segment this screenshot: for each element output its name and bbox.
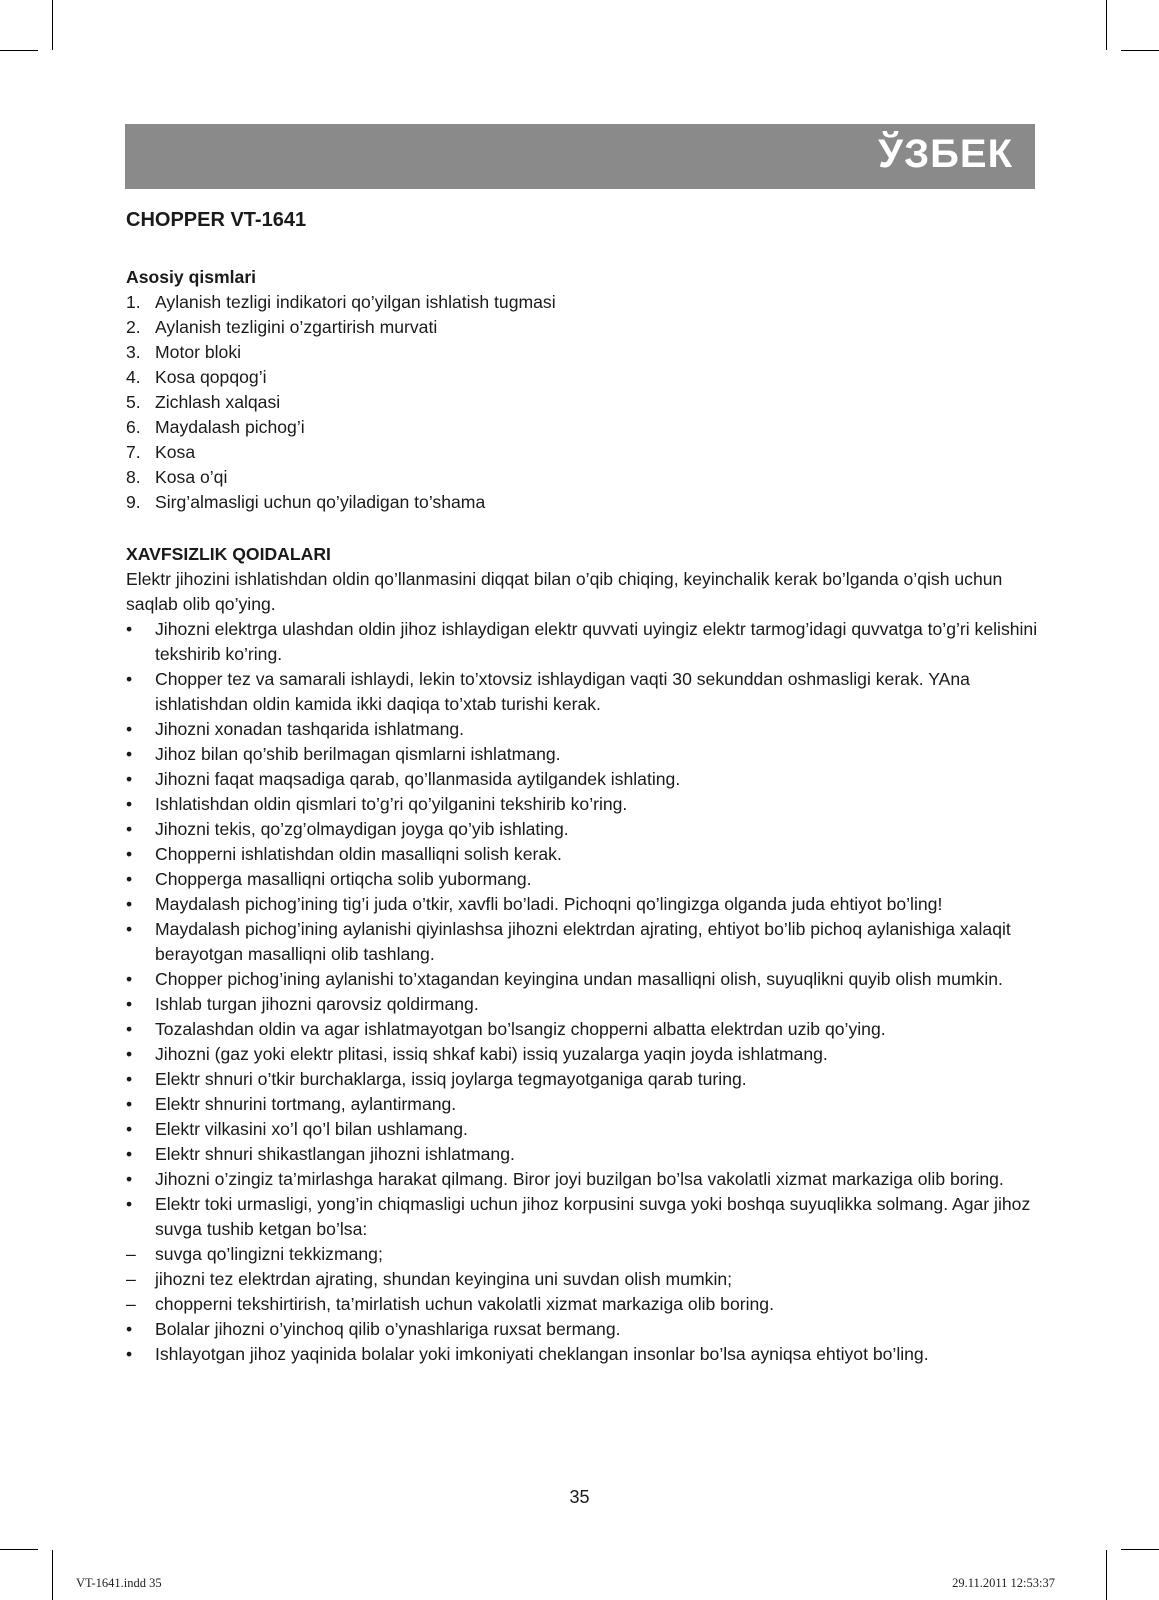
crop-mark	[52, 0, 53, 50]
print-timestamp: 29.11.2011 12:53:37	[952, 1576, 1055, 1590]
parts-list-item	[126, 365, 1046, 390]
parts-list-item	[126, 440, 1046, 465]
safety-rule-item	[126, 867, 1046, 892]
bullet-icon: •	[126, 669, 133, 689]
safety-rules-list	[126, 617, 1046, 1367]
safety-rule-item	[126, 667, 1046, 717]
rule-text: Tozalashdan oldin va agar ishlatmayotgan bo’lsangiz chopperni albatta elektrdan uzib qo’ying.	[155, 1019, 886, 1039]
bullet-icon: •	[126, 1169, 133, 1189]
safety-rule-item	[126, 617, 1046, 667]
rule-text: Ishlab turgan jihozni qarovsiz qoldirmang.	[155, 994, 479, 1014]
safety-rule-item	[126, 742, 1046, 767]
dash-icon: –	[126, 1294, 136, 1314]
rule-text: Jihozni xonadan tashqarida ishlatmang.	[155, 719, 465, 739]
rule-text: Maydalash pichog’ining aylanishi qiyinlashsa jihozni elektrdan ajrating, ehtiyot bo’lib pichoq aylanishiga xalaqit berayotgan masalliqni olib tashlang.	[155, 919, 1011, 964]
crop-mark	[1121, 1549, 1159, 1550]
item-text: Sirg’almasligi uchun qo’yiladigan to’shama	[155, 492, 486, 512]
safety-rule-item	[126, 1167, 1046, 1192]
rule-text: Jihozni tekis, qo’zg’olmaydigan joyga qo’yib ishlating.	[155, 819, 569, 839]
crop-mark	[52, 1550, 53, 1600]
item-number: 1.	[126, 292, 141, 312]
bullet-icon: •	[126, 719, 133, 739]
rule-text: chopperni tekshirtirish, ta’mirlatish uchun vakolatli xizmat markaziga olib boring.	[155, 1294, 774, 1314]
bullet-icon: •	[126, 844, 133, 864]
safety-rule-item	[126, 767, 1046, 792]
rule-text: Elektr shnuri o’tkir burchaklarga, issiq joylarga tegmayotganiga qarab turing.	[155, 1069, 747, 1089]
bullet-icon: •	[126, 919, 133, 939]
rule-text: Chopperga masalliqni ortiqcha solib yubormang.	[155, 869, 532, 889]
bullet-icon: •	[126, 1069, 133, 1089]
safety-rule-item	[126, 1067, 1046, 1092]
rule-text: Maydalash pichog’ining tig’i juda o’tkir, xavfli bo’ladi. Pichoqni qo’lingizga olganda juda ehtiyot bo’ling!	[155, 894, 943, 914]
safety-rule-item	[126, 1142, 1046, 1167]
bullet-icon: •	[126, 819, 133, 839]
dash-icon: –	[126, 1269, 136, 1289]
bullet-icon: •	[126, 794, 133, 814]
safety-rule-item	[126, 1242, 1046, 1267]
item-text: Kosa	[155, 442, 196, 462]
safety-rule-item	[126, 842, 1046, 867]
item-number: 7.	[126, 442, 141, 462]
safety-rule-item	[126, 967, 1046, 992]
item-text: Zichlash xalqasi	[155, 392, 281, 412]
rule-text: Ishlatishdan oldin qismlari to’g’ri qo’yilganini tekshirib ko’ring.	[155, 794, 628, 814]
safety-rule-item	[126, 1267, 1046, 1292]
bullet-icon: •	[126, 894, 133, 914]
rule-text: Chopper tez va samarali ishlaydi, lekin to’xtovsiz ishlaydigan vaqti 30 sekunddan oshmasligi kerak. YAna ishlatishdan oldin kamida ikki daqiqa to’xtab turishi kerak.	[155, 669, 970, 714]
crop-mark	[1106, 0, 1107, 50]
safety-rule-item	[126, 1117, 1046, 1142]
page-number: 35	[569, 1487, 590, 1507]
bullet-icon: •	[126, 619, 133, 639]
safety-rule-item	[126, 1292, 1046, 1317]
page-content	[126, 206, 1046, 1367]
safety-rule-item	[126, 1317, 1046, 1342]
item-number: 9.	[126, 492, 141, 512]
bullet-icon: •	[126, 769, 133, 789]
parts-list-item	[126, 315, 1046, 340]
rule-text: Jihozni (gaz yoki elektr plitasi, issiq shkaf kabi) issiq yuzalarga yaqin joyda ishlatmang.	[155, 1044, 828, 1064]
rule-text: Chopper pichog’ining aylanishi to’xtagandan keyingina undan masalliqni olish, suyuqlikni quyib olish mumkin.	[155, 969, 1003, 989]
bullet-icon: •	[126, 869, 133, 889]
file-slug: VT-1641.indd 35	[76, 1576, 162, 1590]
parts-list-item	[126, 465, 1046, 490]
rule-text: Jihozni faqat maqsadiga qarab, qo’llanmasida aytilgandek ishlating.	[155, 769, 681, 789]
language-label: ЎЗБЕК	[878, 132, 1013, 176]
language-banner	[125, 124, 1035, 189]
item-text: Aylanish tezligini o’zgartirish murvati	[155, 317, 438, 337]
safety-rule-item	[126, 717, 1046, 742]
bullet-icon: •	[126, 994, 133, 1014]
item-text: Aylanish tezligi indikatori qo’yilgan ishlatish tugmasi	[155, 292, 556, 312]
bullet-icon: •	[126, 1044, 133, 1064]
crop-mark	[0, 1549, 38, 1550]
safety-rule-item	[126, 792, 1046, 817]
document-title: CHOPPER VT-1641	[126, 209, 307, 231]
rule-text: Ishlayotgan jihoz yaqinida bolalar yoki imkoniyati cheklangan insonlar bo’lsa ayniqsa ehtiyot bo’ling.	[155, 1344, 929, 1364]
safety-intro: Elektr jihozini ishlatishdan oldin qo’llanmasini diqqat bilan o’qib chiqing, keyinchalik kerak bo’lganda o’qish uchun saqlab olib qo’ying.	[126, 569, 1003, 614]
crop-mark	[1106, 1550, 1107, 1600]
safety-rule-item	[126, 992, 1046, 1017]
parts-list-item	[126, 490, 1046, 515]
safety-rule-item	[126, 817, 1046, 842]
item-number: 2.	[126, 317, 141, 337]
item-text: Kosa qopqog’i	[155, 367, 267, 387]
parts-list-item	[126, 390, 1046, 415]
rule-text: suvga qo’lingizni tekkizmang;	[155, 1244, 383, 1264]
item-number: 4.	[126, 367, 141, 387]
rule-text: jihozni tez elektrdan ajrating, shundan keyingina uni suvdan olish mumkin;	[155, 1269, 733, 1289]
parts-list-item	[126, 340, 1046, 365]
bullet-icon: •	[126, 1319, 133, 1339]
bullet-icon: •	[126, 1344, 133, 1364]
crop-mark	[1121, 50, 1159, 51]
bullet-icon: •	[126, 744, 133, 764]
bullet-icon: •	[126, 1094, 133, 1114]
parts-heading: Asosiy qismlari	[126, 267, 257, 287]
item-number: 5.	[126, 392, 141, 412]
rule-text: Elektr vilkasini xo’l qo’l bilan ushlamang.	[155, 1119, 468, 1139]
item-number: 6.	[126, 417, 141, 437]
rule-text: Chopperni ishlatishdan oldin masalliqni solish kerak.	[155, 844, 562, 864]
safety-rule-item	[126, 1042, 1046, 1067]
parts-list-item	[126, 415, 1046, 440]
safety-rule-item	[126, 1017, 1046, 1042]
safety-rule-item	[126, 1092, 1046, 1117]
safety-rule-item	[126, 892, 1046, 917]
rule-text: Jihozni elektrga ulashdan oldin jihoz ishlaydigan elektr quvvati uyingiz elektr tarmog’idagi quvvatga to’g’ri kelishini tekshirib ko’ring.	[155, 619, 1038, 664]
rule-text: Elektr shnuri shikastlangan jihozni ishlatmang.	[155, 1144, 515, 1164]
bullet-icon: •	[126, 1194, 133, 1214]
rule-text: Jihoz bilan qo’shib berilmagan qismlarni ishlatmang.	[155, 744, 561, 764]
bullet-icon: •	[126, 1119, 133, 1139]
rule-text: Jihozni o’zingiz ta’mirlashga harakat qilmang. Biror joyi buzilgan bo’lsa vakolatli xizmat markaziga olib boring.	[155, 1169, 1004, 1189]
safety-rule-item	[126, 917, 1046, 967]
rule-text: Elektr shnurini tortmang, aylantirmang.	[155, 1094, 457, 1114]
item-text: Maydalash pichog’i	[155, 417, 305, 437]
bullet-icon: •	[126, 1144, 133, 1164]
crop-mark	[0, 50, 38, 51]
dash-icon: –	[126, 1244, 136, 1264]
bullet-icon: •	[126, 969, 133, 989]
safety-heading: XAVFSIZLIK QOIDALARI	[126, 544, 331, 564]
parts-list	[126, 290, 1046, 515]
parts-list-item	[126, 290, 1046, 315]
rule-text: Elektr toki urmasligi, yong’in chiqmasligi uchun jihoz korpusini suvga yoki boshqa suyuqlikka solmang. Agar jihoz suvga tushib ketgan bo’lsa:	[155, 1194, 1031, 1239]
safety-rule-item	[126, 1342, 1046, 1367]
item-text: Kosa o’qi	[155, 467, 228, 487]
bullet-icon: •	[126, 1019, 133, 1039]
item-number: 8.	[126, 467, 141, 487]
item-text: Motor bloki	[155, 342, 242, 362]
safety-rule-item	[126, 1192, 1046, 1242]
item-number: 3.	[126, 342, 141, 362]
rule-text: Bolalar jihozni o’yinchoq qilib o’ynashlariga ruxsat bermang.	[155, 1319, 621, 1339]
